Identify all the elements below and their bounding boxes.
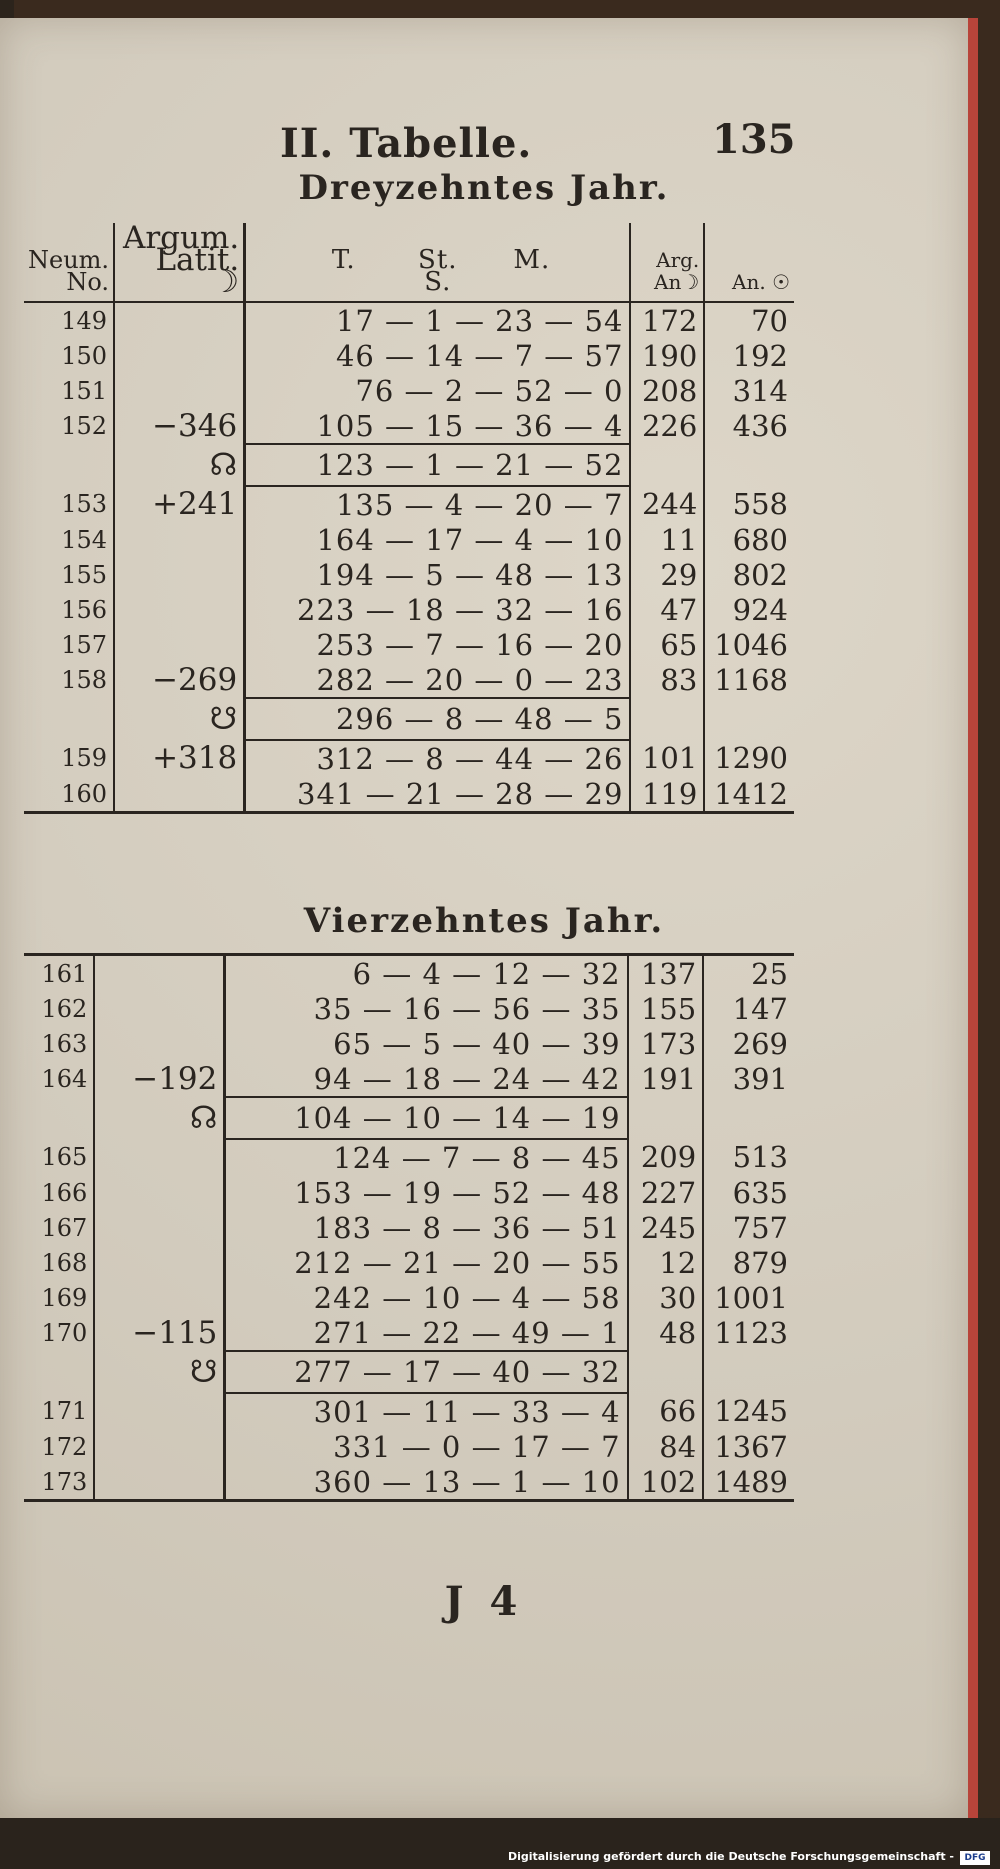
cell-time: 312 — 8 — 44 — 26 [245, 740, 631, 776]
cell-an: 269 [732, 1026, 788, 1061]
year14-title: Vierzehntes Jahr. [303, 901, 665, 941]
cell-an [703, 1097, 794, 1139]
cell-lat [94, 1429, 225, 1464]
cell-time: 331 — 0 — 17 — 7 [225, 1429, 628, 1464]
cell-an: 147 [732, 991, 788, 1026]
cell-lat [94, 1280, 225, 1315]
cell-arg: 172 [630, 302, 704, 338]
cell-an: 513 [732, 1140, 788, 1174]
cell-an: 879 [732, 1245, 788, 1280]
cell-arg [630, 698, 704, 740]
cell-no: 151 [24, 373, 114, 408]
cell-lat [94, 1139, 225, 1175]
cell-no [24, 444, 114, 486]
cell-time: 104 — 10 — 14 — 19 [225, 1097, 628, 1139]
cell-no: 156 [24, 592, 114, 627]
table-row [24, 627, 794, 662]
col-header-an: An. ☉ [704, 223, 794, 302]
cell-an: 680 [732, 522, 788, 557]
col-header-st: St. [418, 245, 458, 275]
cell-lat [94, 1026, 225, 1061]
cell-an: 1046 [714, 627, 788, 662]
cell-lat [114, 338, 245, 373]
cell-time: 282 — 20 — 0 — 23 [245, 662, 631, 698]
cell-an: 192 [732, 338, 788, 373]
cell-no [24, 698, 114, 740]
cell-no [24, 1351, 94, 1393]
table-row [24, 486, 794, 522]
cell-time: 301 — 11 — 33 — 4 [225, 1393, 628, 1429]
cell-time: 35 — 16 — 56 — 35 [225, 991, 628, 1026]
cell-an: 25 [703, 955, 794, 992]
cell-arg: 30 [628, 1280, 704, 1315]
cell-arg: 47 [630, 592, 704, 627]
cell-arg: 209 [628, 1139, 704, 1175]
cell-arg [630, 444, 704, 486]
table-row [24, 1245, 794, 1280]
table-row [24, 338, 794, 373]
table-row [24, 522, 794, 557]
cell-arg: 245 [628, 1210, 704, 1245]
year14-rows [24, 955, 794, 1501]
page-header [0, 108, 968, 168]
cell-lat [114, 592, 245, 627]
table-row [24, 1061, 794, 1097]
table-row [24, 302, 794, 338]
cell-no: 168 [24, 1245, 94, 1280]
cell-lat [94, 1210, 225, 1245]
cell-time: 76 — 2 — 52 — 0 [245, 373, 631, 408]
table-row [24, 1315, 794, 1351]
cell-no: 171 [24, 1393, 94, 1429]
table-row [24, 1393, 794, 1429]
cell-time: 253 — 7 — 16 — 20 [245, 627, 631, 662]
footer-bar [0, 1818, 1000, 1869]
cell-arg: 119 [630, 776, 704, 813]
col-header-m: M. [513, 245, 551, 275]
cell-arg: 102 [628, 1464, 704, 1501]
cell-time: 46 — 14 — 7 — 57 [245, 338, 631, 373]
cell-an: 635 [732, 1175, 788, 1210]
cell-time: 164 — 17 — 4 — 10 [245, 522, 631, 557]
table-row [24, 408, 794, 444]
cell-arg: 66 [628, 1393, 704, 1429]
cell-an [704, 698, 794, 740]
cell-time: 123 — 1 — 21 — 52 [245, 444, 631, 486]
cell-an [704, 444, 794, 486]
cell-an: 436 [732, 409, 788, 443]
cell-time: 153 — 19 — 52 — 48 [225, 1175, 628, 1210]
cell-lat [94, 1245, 225, 1280]
cell-no: 165 [24, 1139, 94, 1175]
page-heading: II. Tabelle. [280, 120, 533, 167]
cell-time: 223 — 18 — 32 — 16 [245, 592, 631, 627]
cell-an: 1290 [714, 741, 788, 775]
cell-lat [114, 776, 245, 813]
year13-rows [24, 302, 794, 813]
cell-no: 157 [24, 627, 114, 662]
cell-no: 172 [24, 1429, 94, 1464]
cell-no: 153 [24, 486, 114, 522]
cell-lat [114, 627, 245, 662]
cell-no: 154 [24, 522, 114, 557]
cell-no [24, 1097, 94, 1139]
table-row [24, 1139, 794, 1175]
cell-lat [114, 522, 245, 557]
cell-time: 242 — 10 — 4 — 58 [225, 1280, 628, 1315]
cell-arg: 173 [628, 1026, 704, 1061]
col-header-arg: Arg. An☽ [630, 223, 704, 302]
table-row [24, 991, 794, 1026]
cell-time: 135 — 4 — 20 — 7 [245, 486, 631, 522]
cell-lat [94, 1175, 225, 1210]
cell-arg: 191 [628, 1061, 704, 1097]
table-row [24, 740, 794, 776]
col-header-t: T. [331, 245, 356, 275]
cell-arg: 29 [630, 557, 704, 592]
cell-arg: 83 [630, 662, 704, 698]
cell-time: 105 — 15 — 36 — 4 [245, 408, 631, 444]
table-row [24, 1280, 794, 1315]
cell-an: 1489 [703, 1464, 794, 1501]
cell-arg: 137 [628, 955, 704, 992]
table-row [24, 955, 794, 992]
cell-an: 70 [751, 303, 788, 338]
cell-an: 802 [732, 557, 788, 592]
cell-no: 149 [24, 302, 114, 338]
dfg-logo: DFG [960, 1851, 990, 1865]
cell-arg: 84 [628, 1429, 704, 1464]
cell-lat [94, 955, 225, 992]
cell-an: 1412 [704, 776, 794, 813]
cell-lat [114, 373, 245, 408]
cell-arg: 208 [630, 373, 704, 408]
table-row [24, 1210, 794, 1245]
page-number: 135 [712, 116, 796, 163]
table-row [24, 373, 794, 408]
node-row [24, 1097, 794, 1139]
cell-time: 65 — 5 — 40 — 39 [225, 1026, 628, 1061]
cell-no: 166 [24, 1175, 94, 1210]
cell-time: 277 — 17 — 40 — 32 [225, 1351, 628, 1393]
node-row [24, 1351, 794, 1393]
node-row [24, 444, 794, 486]
cell-lat: ☊ [94, 1097, 225, 1139]
cell-no: 158 [24, 662, 114, 698]
cell-time: 194 — 5 — 48 — 13 [245, 557, 631, 592]
cell-an: 558 [732, 487, 788, 521]
cell-time: 6 — 4 — 12 — 32 [225, 955, 628, 992]
cell-arg [628, 1351, 704, 1393]
cell-arg: 48 [628, 1315, 704, 1351]
table-header-row [24, 223, 794, 302]
cell-time: 341 — 21 — 28 — 29 [245, 776, 631, 813]
cell-no: 159 [24, 740, 114, 776]
cell-no: 160 [24, 776, 114, 813]
cell-time: 360 — 13 — 1 — 10 [225, 1464, 628, 1501]
year13-table [24, 220, 794, 814]
cell-time: 183 — 8 — 36 — 51 [225, 1210, 628, 1245]
cell-time: 94 — 18 — 24 — 42 [225, 1061, 628, 1097]
cell-time: 17 — 1 — 23 — 54 [245, 302, 631, 338]
cell-lat [94, 991, 225, 1026]
cell-an: 1367 [714, 1429, 788, 1464]
cell-arg: 101 [630, 740, 704, 776]
cell-lat: −115 [94, 1315, 225, 1351]
node-row [24, 698, 794, 740]
cell-no: 167 [24, 1210, 94, 1245]
cell-no: 161 [24, 955, 94, 992]
cell-lat [114, 557, 245, 592]
book-page [0, 18, 978, 1818]
cell-lat: +241 [114, 486, 245, 522]
cell-an: 314 [732, 373, 788, 408]
cell-arg: 155 [628, 991, 704, 1026]
cell-an: 1123 [714, 1316, 788, 1350]
cell-no: 173 [24, 1464, 94, 1501]
signature-mark: J 4 [444, 1578, 524, 1625]
cell-lat: −192 [94, 1061, 225, 1097]
cell-an: 1168 [714, 663, 788, 697]
cell-an: 924 [732, 592, 788, 627]
col-header-s: S. [424, 267, 452, 297]
cell-no: 162 [24, 991, 94, 1026]
table-row [24, 1175, 794, 1210]
table-row [24, 776, 794, 813]
cell-lat: −269 [114, 662, 245, 698]
cell-time: 271 — 22 — 49 — 1 [225, 1315, 628, 1351]
col-header-lat: Argum. Latit. ☽ [114, 223, 245, 302]
cell-arg: 227 [628, 1175, 704, 1210]
cell-arg: 244 [630, 486, 704, 522]
cell-an [703, 1351, 794, 1393]
footer-credit: Digitalisierung gefördert durch die Deutsche Forschungsgemeinschaft - [507, 1850, 954, 1863]
cell-lat: +318 [114, 740, 245, 776]
table-row [24, 1429, 794, 1464]
table-row [24, 592, 794, 627]
cell-no: 170 [24, 1315, 94, 1351]
cell-arg: 226 [630, 408, 704, 444]
cell-time: 212 — 21 — 20 — 55 [225, 1245, 628, 1280]
cell-an: 1245 [714, 1394, 788, 1428]
cell-an: 757 [732, 1210, 788, 1245]
cell-an: 1001 [714, 1280, 788, 1315]
cell-no: 152 [24, 408, 114, 444]
table-row [24, 1464, 794, 1501]
cell-no: 150 [24, 338, 114, 373]
table-row [24, 662, 794, 698]
cell-arg: 11 [630, 522, 704, 557]
table-row [24, 557, 794, 592]
table-row [24, 1026, 794, 1061]
cell-time: 124 — 7 — 8 — 45 [225, 1139, 628, 1175]
cell-arg: 12 [628, 1245, 704, 1280]
col-header-time [245, 223, 631, 302]
cell-lat: ☋ [94, 1351, 225, 1393]
cell-lat [94, 1393, 225, 1429]
cell-no: 164 [24, 1061, 94, 1097]
cell-arg [628, 1097, 704, 1139]
cell-lat: ☋ [114, 698, 245, 740]
year14-table [24, 953, 794, 1502]
cell-arg: 190 [630, 338, 704, 373]
col-header-no: Neum. No. [24, 223, 114, 302]
cell-time: 296 — 8 — 48 — 5 [245, 698, 631, 740]
cell-no: 163 [24, 1026, 94, 1061]
cell-lat [114, 302, 245, 338]
cell-no: 155 [24, 557, 114, 592]
cell-lat: ☊ [114, 444, 245, 486]
cell-lat [94, 1464, 225, 1501]
year13-title: Dreyzehntes Jahr. [298, 168, 670, 208]
cell-an: 391 [732, 1062, 788, 1096]
cell-no: 169 [24, 1280, 94, 1315]
cell-lat: −346 [114, 408, 245, 444]
cell-arg: 65 [630, 627, 704, 662]
